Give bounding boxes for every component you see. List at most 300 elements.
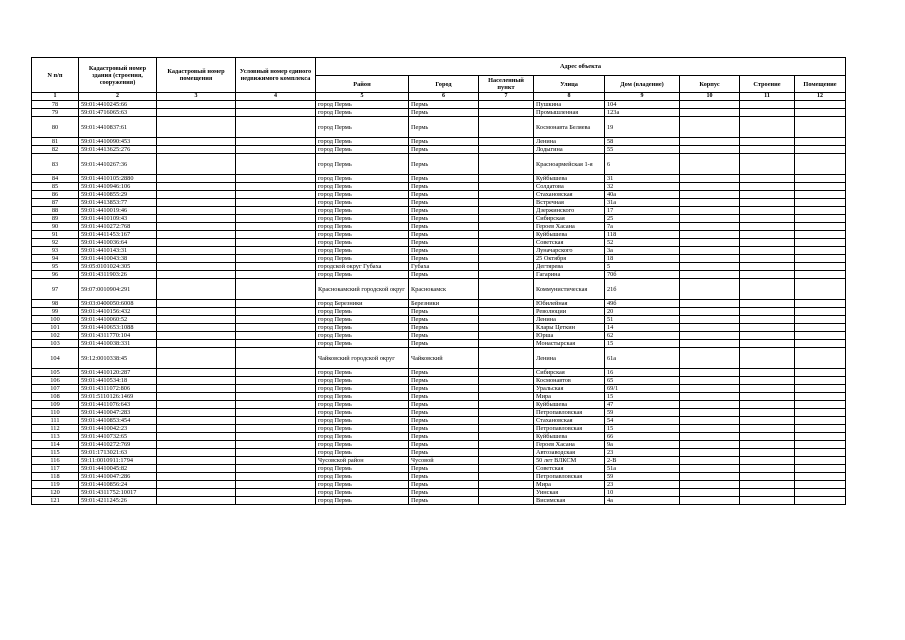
street-cell: Советская bbox=[534, 239, 605, 247]
street-cell: Куйбышева bbox=[534, 401, 605, 409]
street-cell: Ленина bbox=[534, 348, 605, 369]
document-page bbox=[31, 57, 845, 505]
district-cell: город Пермь bbox=[316, 324, 409, 332]
city-cell: Пермь bbox=[409, 473, 479, 481]
table-row bbox=[32, 207, 846, 215]
room-cadastral bbox=[157, 247, 236, 255]
korpus-cell bbox=[680, 348, 740, 369]
korpus-cell bbox=[680, 497, 740, 505]
cadastral-number: 59:01:4410837:61 bbox=[79, 117, 157, 138]
cadastral-number: 59:01:4410042:23 bbox=[79, 425, 157, 433]
street-cell: Дзержинского bbox=[534, 207, 605, 215]
district-cell: город Пермь bbox=[316, 154, 409, 175]
house-cell: 118 bbox=[605, 231, 680, 239]
room-cadastral bbox=[157, 441, 236, 449]
korpus-cell bbox=[680, 223, 740, 231]
korpus-cell bbox=[680, 308, 740, 316]
district-cell: город Пермь bbox=[316, 489, 409, 497]
korpus-cell bbox=[680, 425, 740, 433]
district-cell: город Пермь bbox=[316, 340, 409, 348]
stroenie-cell bbox=[740, 138, 795, 146]
stroenie-cell bbox=[740, 109, 795, 117]
header-city: Город bbox=[409, 76, 479, 93]
table-row bbox=[32, 316, 846, 324]
city-cell: Пермь bbox=[409, 409, 479, 417]
settlement-cell bbox=[479, 263, 534, 271]
conditional-number bbox=[236, 183, 316, 191]
room-cadastral bbox=[157, 409, 236, 417]
row-number: 82 bbox=[32, 146, 79, 154]
pomeshenie-cell bbox=[795, 324, 846, 332]
korpus-cell bbox=[680, 231, 740, 239]
table-row bbox=[32, 183, 846, 191]
house-cell: 62 bbox=[605, 332, 680, 340]
pomeshenie-cell bbox=[795, 465, 846, 473]
district-cell: город Пермь bbox=[316, 481, 409, 489]
cadastral-number: 59:05:0101024:305 bbox=[79, 263, 157, 271]
room-cadastral bbox=[157, 231, 236, 239]
korpus-cell bbox=[680, 377, 740, 385]
pomeshenie-cell bbox=[795, 332, 846, 340]
city-cell: Пермь bbox=[409, 465, 479, 473]
street-cell: Космонавтов bbox=[534, 377, 605, 385]
settlement-cell bbox=[479, 279, 534, 300]
table-body bbox=[32, 101, 846, 505]
district-cell: город Пермь bbox=[316, 146, 409, 154]
row-number: 120 bbox=[32, 489, 79, 497]
house-cell: 14 bbox=[605, 324, 680, 332]
pomeshenie-cell bbox=[795, 300, 846, 308]
settlement-cell bbox=[479, 146, 534, 154]
conditional-number bbox=[236, 324, 316, 332]
header-address: Адрес объекта bbox=[316, 58, 846, 76]
street-cell: Красноармейская 1-я bbox=[534, 154, 605, 175]
house-cell: 104 bbox=[605, 101, 680, 109]
table-row bbox=[32, 255, 846, 263]
room-cadastral bbox=[157, 146, 236, 154]
col-number: 2 bbox=[79, 93, 157, 101]
conditional-number bbox=[236, 449, 316, 457]
cadastral-number: 59:01:4211245:26 bbox=[79, 497, 157, 505]
row-number: 112 bbox=[32, 425, 79, 433]
settlement-cell bbox=[479, 117, 534, 138]
district-cell: город Пермь bbox=[316, 215, 409, 223]
cadastral-number: 59:01:4410272:768 bbox=[79, 223, 157, 231]
korpus-cell bbox=[680, 175, 740, 183]
room-cadastral bbox=[157, 117, 236, 138]
house-cell: 18 bbox=[605, 255, 680, 263]
room-cadastral bbox=[157, 385, 236, 393]
conditional-number bbox=[236, 215, 316, 223]
korpus-cell bbox=[680, 247, 740, 255]
room-cadastral bbox=[157, 316, 236, 324]
stroenie-cell bbox=[740, 497, 795, 505]
stroenie-cell bbox=[740, 199, 795, 207]
pomeshenie-cell bbox=[795, 215, 846, 223]
table-row bbox=[32, 154, 846, 175]
street-cell: Сибирская bbox=[534, 215, 605, 223]
row-number: 98 bbox=[32, 300, 79, 308]
stroenie-cell bbox=[740, 239, 795, 247]
pomeshenie-cell bbox=[795, 207, 846, 215]
cadastral-number: 59:01:4410038:331 bbox=[79, 340, 157, 348]
house-cell: 52 bbox=[605, 239, 680, 247]
conditional-number bbox=[236, 393, 316, 401]
table-row bbox=[32, 481, 846, 489]
city-cell: Пермь bbox=[409, 247, 479, 255]
stroenie-cell bbox=[740, 348, 795, 369]
house-cell: 51 bbox=[605, 316, 680, 324]
col-number: 1 bbox=[32, 93, 79, 101]
house-cell: 5 bbox=[605, 263, 680, 271]
stroenie-cell bbox=[740, 369, 795, 377]
stroenie-cell bbox=[740, 146, 795, 154]
city-cell: Пермь bbox=[409, 101, 479, 109]
stroenie-cell bbox=[740, 223, 795, 231]
table-row bbox=[32, 489, 846, 497]
house-cell: 21б bbox=[605, 279, 680, 300]
conditional-number bbox=[236, 377, 316, 385]
row-number: 118 bbox=[32, 473, 79, 481]
conditional-number bbox=[236, 207, 316, 215]
stroenie-cell bbox=[740, 231, 795, 239]
conditional-number bbox=[236, 175, 316, 183]
street-cell: Юбилейная bbox=[534, 300, 605, 308]
settlement-cell bbox=[479, 154, 534, 175]
table-row bbox=[32, 497, 846, 505]
pomeshenie-cell bbox=[795, 138, 846, 146]
table-row bbox=[32, 449, 846, 457]
row-number: 83 bbox=[32, 154, 79, 175]
row-number: 119 bbox=[32, 481, 79, 489]
room-cadastral bbox=[157, 497, 236, 505]
house-cell: 58 bbox=[605, 138, 680, 146]
conditional-number bbox=[236, 231, 316, 239]
cadastral-number: 59:11:0010911:1794 bbox=[79, 457, 157, 465]
cadastral-number: 59:01:4410732:65 bbox=[79, 433, 157, 441]
korpus-cell bbox=[680, 473, 740, 481]
house-cell: 25 bbox=[605, 215, 680, 223]
city-cell: Пермь bbox=[409, 449, 479, 457]
pomeshenie-cell bbox=[795, 385, 846, 393]
street-cell: Петропавловская bbox=[534, 425, 605, 433]
cadastral-number: 59:01:4410047:283 bbox=[79, 409, 157, 417]
col-number: 8 bbox=[534, 93, 605, 101]
stroenie-cell bbox=[740, 207, 795, 215]
row-number: 114 bbox=[32, 441, 79, 449]
conditional-number bbox=[236, 401, 316, 409]
stroenie-cell bbox=[740, 332, 795, 340]
room-cadastral bbox=[157, 183, 236, 191]
pomeshenie-cell bbox=[795, 417, 846, 425]
house-cell: 19 bbox=[605, 117, 680, 138]
street-cell: Висимская bbox=[534, 497, 605, 505]
korpus-cell bbox=[680, 441, 740, 449]
district-cell: город Пермь bbox=[316, 271, 409, 279]
cadastral-number: 59:01:4410047:286 bbox=[79, 473, 157, 481]
street-cell: Лодыгина bbox=[534, 146, 605, 154]
house-cell: 2-В bbox=[605, 457, 680, 465]
row-number: 113 bbox=[32, 433, 79, 441]
pomeshenie-cell bbox=[795, 369, 846, 377]
city-cell: Чайковский bbox=[409, 348, 479, 369]
cadastral-number: 59:01:4311072:806 bbox=[79, 385, 157, 393]
city-cell: Пермь bbox=[409, 239, 479, 247]
room-cadastral bbox=[157, 481, 236, 489]
district-cell: город Пермь bbox=[316, 191, 409, 199]
header-row-top bbox=[32, 58, 846, 76]
district-cell: город Пермь bbox=[316, 247, 409, 255]
district-cell: город Пермь bbox=[316, 117, 409, 138]
city-cell: Пермь bbox=[409, 316, 479, 324]
table-row bbox=[32, 138, 846, 146]
cadastral-number: 59:01:4410043:38 bbox=[79, 255, 157, 263]
cadastral-number: 59:03:0400050:6008 bbox=[79, 300, 157, 308]
settlement-cell bbox=[479, 255, 534, 263]
cadastral-number: 59:01:4410060:52 bbox=[79, 316, 157, 324]
row-number: 79 bbox=[32, 109, 79, 117]
city-cell: Пермь bbox=[409, 393, 479, 401]
table-row bbox=[32, 308, 846, 316]
table-row bbox=[32, 279, 846, 300]
district-cell: город Пермь bbox=[316, 207, 409, 215]
district-cell: город Пермь bbox=[316, 433, 409, 441]
settlement-cell bbox=[479, 457, 534, 465]
settlement-cell bbox=[479, 393, 534, 401]
house-cell: 4а bbox=[605, 497, 680, 505]
city-cell: Пермь bbox=[409, 223, 479, 231]
city-cell: Пермь bbox=[409, 231, 479, 239]
street-cell: Революции bbox=[534, 308, 605, 316]
conditional-number bbox=[236, 433, 316, 441]
stroenie-cell bbox=[740, 465, 795, 473]
settlement-cell bbox=[479, 385, 534, 393]
stroenie-cell bbox=[740, 417, 795, 425]
pomeshenie-cell bbox=[795, 308, 846, 316]
room-cadastral bbox=[157, 271, 236, 279]
stroenie-cell bbox=[740, 393, 795, 401]
cadastral-number: 59:01:4311903:26 bbox=[79, 271, 157, 279]
cadastral-number: 59:01:4410120:287 bbox=[79, 369, 157, 377]
conditional-number bbox=[236, 308, 316, 316]
header-house: Дом (владение) bbox=[605, 76, 680, 93]
stroenie-cell bbox=[740, 154, 795, 175]
house-cell: 65 bbox=[605, 377, 680, 385]
city-cell: Пермь bbox=[409, 183, 479, 191]
settlement-cell bbox=[479, 207, 534, 215]
table-row bbox=[32, 175, 846, 183]
settlement-cell bbox=[479, 369, 534, 377]
row-number: 107 bbox=[32, 385, 79, 393]
house-cell: 32 bbox=[605, 183, 680, 191]
street-cell: Космонавта Беляева bbox=[534, 117, 605, 138]
house-cell: 31 bbox=[605, 175, 680, 183]
house-cell: 54 bbox=[605, 417, 680, 425]
table-row bbox=[32, 417, 846, 425]
korpus-cell bbox=[680, 109, 740, 117]
pomeshenie-cell bbox=[795, 393, 846, 401]
conditional-number bbox=[236, 340, 316, 348]
district-cell: город Пермь bbox=[316, 308, 409, 316]
row-number: 89 bbox=[32, 215, 79, 223]
street-cell: Дегтярева bbox=[534, 263, 605, 271]
settlement-cell bbox=[479, 489, 534, 497]
house-cell: 59 bbox=[605, 473, 680, 481]
street-cell: Луначарского bbox=[534, 247, 605, 255]
settlement-cell bbox=[479, 481, 534, 489]
cadastral-number: 59:01:4410856:24 bbox=[79, 481, 157, 489]
cadastral-number: 59:01:4410019:46 bbox=[79, 207, 157, 215]
row-number: 121 bbox=[32, 497, 79, 505]
street-cell: Промышленная bbox=[534, 109, 605, 117]
settlement-cell bbox=[479, 401, 534, 409]
district-cell: город Пермь bbox=[316, 377, 409, 385]
table-row bbox=[32, 465, 846, 473]
stroenie-cell bbox=[740, 425, 795, 433]
korpus-cell bbox=[680, 207, 740, 215]
house-cell: 123а bbox=[605, 109, 680, 117]
korpus-cell bbox=[680, 271, 740, 279]
settlement-cell bbox=[479, 300, 534, 308]
settlement-cell bbox=[479, 497, 534, 505]
korpus-cell bbox=[680, 199, 740, 207]
conditional-number bbox=[236, 481, 316, 489]
street-cell: Мира bbox=[534, 393, 605, 401]
house-cell: 16 bbox=[605, 369, 680, 377]
settlement-cell bbox=[479, 465, 534, 473]
room-cadastral bbox=[157, 279, 236, 300]
stroenie-cell bbox=[740, 316, 795, 324]
table-row bbox=[32, 263, 846, 271]
cadastral-number: 59:01:4410946:106 bbox=[79, 183, 157, 191]
city-cell: Березники bbox=[409, 300, 479, 308]
city-cell: Пермь bbox=[409, 308, 479, 316]
pomeshenie-cell bbox=[795, 279, 846, 300]
conditional-number bbox=[236, 101, 316, 109]
pomeshenie-cell bbox=[795, 316, 846, 324]
street-cell: Мира bbox=[534, 481, 605, 489]
district-cell: город Пермь bbox=[316, 497, 409, 505]
korpus-cell bbox=[680, 393, 740, 401]
house-cell: 15 bbox=[605, 393, 680, 401]
korpus-cell bbox=[680, 401, 740, 409]
pomeshenie-cell bbox=[795, 223, 846, 231]
cadastral-number: 59:01:4410853:454 bbox=[79, 417, 157, 425]
col-number: 10 bbox=[680, 93, 740, 101]
table-row bbox=[32, 324, 846, 332]
col-number: 6 bbox=[409, 93, 479, 101]
korpus-cell bbox=[680, 481, 740, 489]
table-row bbox=[32, 385, 846, 393]
house-cell: 47 bbox=[605, 401, 680, 409]
pomeshenie-cell bbox=[795, 255, 846, 263]
row-number: 115 bbox=[32, 449, 79, 457]
pomeshenie-cell bbox=[795, 457, 846, 465]
street-cell: 50 лет ВЛКСМ bbox=[534, 457, 605, 465]
col-number: 5 bbox=[316, 93, 409, 101]
house-cell: 9а bbox=[605, 441, 680, 449]
row-number: 88 bbox=[32, 207, 79, 215]
conditional-number bbox=[236, 300, 316, 308]
cadastral-number: 59:01:4410267:36 bbox=[79, 154, 157, 175]
city-cell: Пермь bbox=[409, 441, 479, 449]
district-cell: город Пермь bbox=[316, 417, 409, 425]
street-cell: Солдатова bbox=[534, 183, 605, 191]
city-cell: Пермь bbox=[409, 401, 479, 409]
house-cell: 15 bbox=[605, 425, 680, 433]
house-cell: 40а bbox=[605, 191, 680, 199]
korpus-cell bbox=[680, 316, 740, 324]
room-cadastral bbox=[157, 207, 236, 215]
pomeshenie-cell bbox=[795, 489, 846, 497]
conditional-number bbox=[236, 109, 316, 117]
korpus-cell bbox=[680, 409, 740, 417]
row-number: 81 bbox=[32, 138, 79, 146]
room-cadastral bbox=[157, 473, 236, 481]
district-cell: город Пермь bbox=[316, 239, 409, 247]
korpus-cell bbox=[680, 340, 740, 348]
table-row bbox=[32, 199, 846, 207]
cadastral-number: 59:01:4410534:18 bbox=[79, 377, 157, 385]
conditional-number bbox=[236, 138, 316, 146]
house-cell: 17 bbox=[605, 207, 680, 215]
korpus-cell bbox=[680, 101, 740, 109]
cadastral-number: 59:01:4410272:769 bbox=[79, 441, 157, 449]
korpus-cell bbox=[680, 263, 740, 271]
cadastral-number: 59:01:4413853:77 bbox=[79, 199, 157, 207]
city-cell: Пермь bbox=[409, 199, 479, 207]
header-cad-building: Кадастровый номер здания (строения, сооружения) bbox=[79, 58, 157, 93]
col-number: 7 bbox=[479, 93, 534, 101]
row-number: 84 bbox=[32, 175, 79, 183]
cadastral-number: 59:01:1713021:63 bbox=[79, 449, 157, 457]
row-number: 94 bbox=[32, 255, 79, 263]
table-row bbox=[32, 215, 846, 223]
conditional-number bbox=[236, 465, 316, 473]
street-cell: Уинская bbox=[534, 489, 605, 497]
street-cell: 25 Октября bbox=[534, 255, 605, 263]
korpus-cell bbox=[680, 215, 740, 223]
district-cell: город Пермь bbox=[316, 101, 409, 109]
city-cell: Пермь bbox=[409, 146, 479, 154]
cadastral-number: 59:01:4410045:82 bbox=[79, 465, 157, 473]
settlement-cell bbox=[479, 308, 534, 316]
settlement-cell bbox=[479, 271, 534, 279]
row-number: 87 bbox=[32, 199, 79, 207]
korpus-cell bbox=[680, 117, 740, 138]
house-cell: 55 bbox=[605, 146, 680, 154]
room-cadastral bbox=[157, 489, 236, 497]
korpus-cell bbox=[680, 239, 740, 247]
room-cadastral bbox=[157, 324, 236, 332]
col-number: 12 bbox=[795, 93, 846, 101]
stroenie-cell bbox=[740, 271, 795, 279]
cadastral-number: 59:01:4410156:432 bbox=[79, 308, 157, 316]
cadastral-number: 59:07:0010904:291 bbox=[79, 279, 157, 300]
street-cell: Клары Цеткин bbox=[534, 324, 605, 332]
stroenie-cell bbox=[740, 473, 795, 481]
stroenie-cell bbox=[740, 324, 795, 332]
conditional-number bbox=[236, 146, 316, 154]
house-cell: 59 bbox=[605, 409, 680, 417]
district-cell: город Пермь bbox=[316, 199, 409, 207]
house-cell: 69/1 bbox=[605, 385, 680, 393]
row-number: 96 bbox=[32, 271, 79, 279]
pomeshenie-cell bbox=[795, 497, 846, 505]
city-cell: Пермь bbox=[409, 417, 479, 425]
street-cell: Монастырская bbox=[534, 340, 605, 348]
stroenie-cell bbox=[740, 300, 795, 308]
